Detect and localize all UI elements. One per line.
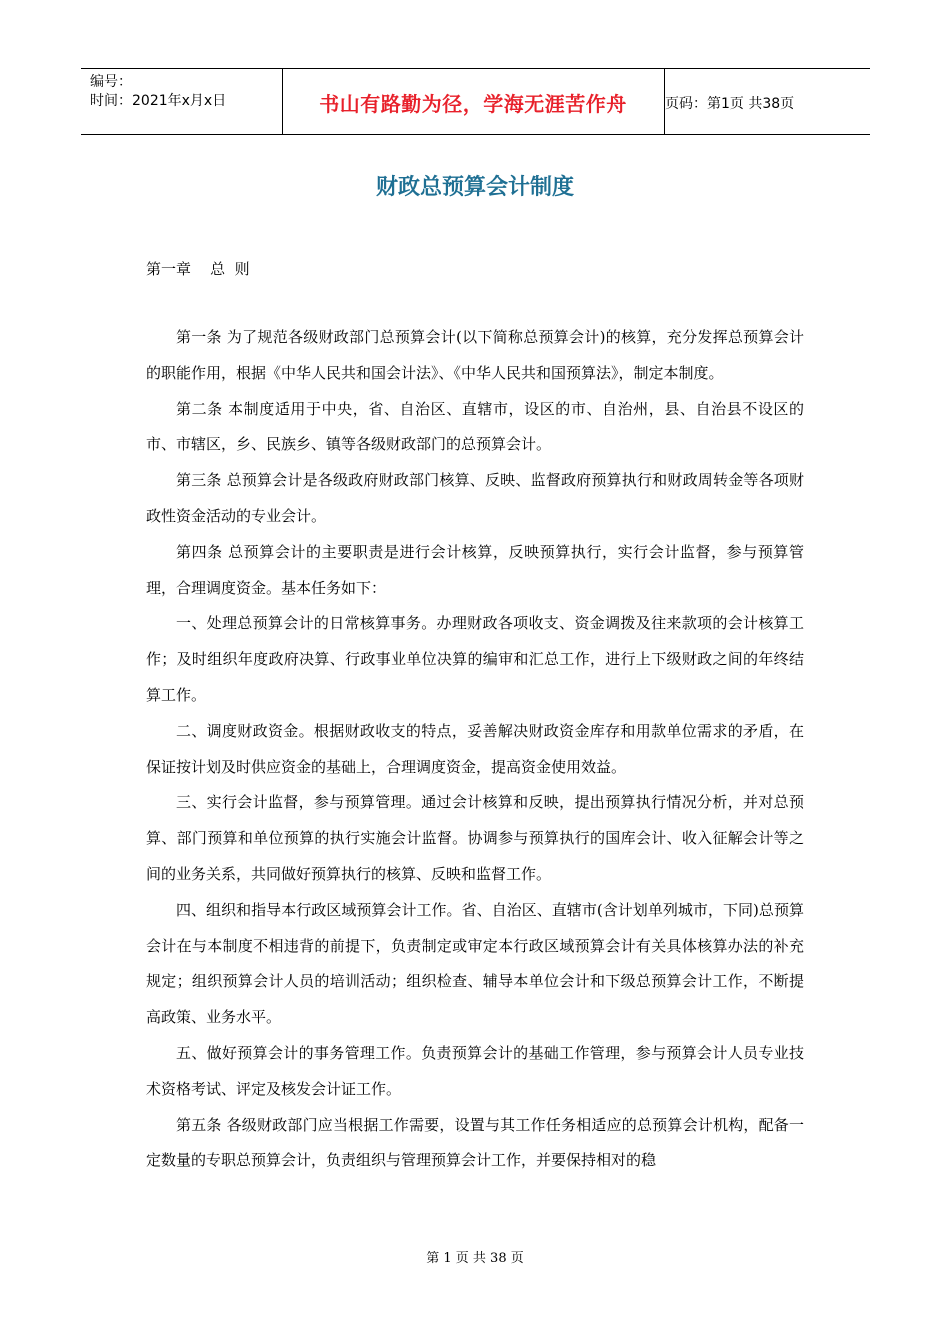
page-footer: 第 1 页 共 38 页 — [426, 1251, 524, 1266]
chapter-heading: 第一章 总 则 — [146, 260, 250, 278]
header-motto: 书山有路勤为径，学海无涯苦作舟 — [319, 92, 627, 116]
document-body — [146, 320, 804, 1179]
paragraph: 四、组织和指导本行政区域预算会计工作。省、自治区、直辖市(含计划单列城市，下同)总预算会计在与本制度不相违背的前提下，负责制定或审定本行政区域预算会计有关具体核算办法的补充规定；组织预算会计人员的培训活动；组织检查、辅导本单位会计和下级总预算会计工作，不断提高政策、业务水平。 — [146, 900, 804, 1027]
paragraph: 第一条 为了规范各级财政部门总预算会计(以下简称总预算会计)的核算，充分发挥总预算会计的职能作用，根据《中华人民共和国会计法》、《中华人民共和国预算法》，制定本制度。 — [146, 328, 804, 382]
document-title: 财政总预算会计制度 — [375, 175, 574, 200]
number-label: 编号： — [90, 74, 132, 90]
paragraph: 一、处理总预算会计的日常核算事务。办理财政各项收支、资金调拨及往来款项的会计核算工作；及时组织年度政府决算、行政事业单位决算的编审和汇总工作，进行上下级财政之间的年终结算工作。 — [146, 614, 804, 704]
paragraph: 三、实行会计监督，参与预算管理。通过会计核算和反映，提出预算执行情况分析，并对总预算、部门预算和单位预算的执行实施会计监督。协调参与预算执行的国库会计、收入征解会计等之间的业务关系，共同做好预算执行的核算、反映和监督工作。 — [146, 793, 804, 883]
paragraph: 第三条 总预算会计是各级政府财政部门核算、反映、监督政府预算执行和财政周转金等各项财政性资金活动的专业会计。 — [146, 471, 804, 525]
paragraph: 第二条 本制度适用于中央，省、自治区、直辖市，设区的市、自治州，县、自治县不设区的市、市辖区，乡、民族乡、镇等各级财政部门的总预算会计。 — [146, 399, 804, 454]
header-table — [81, 68, 870, 135]
time-label: 时间：2021年x月x日 — [90, 93, 227, 109]
paragraph: 二、调度财政资金。根据财政收支的特点，妥善解决财政资金库存和用款单位需求的矛盾，在保证按计划及时供应资金的基础上，合理调度资金，提高资金使用效益。 — [146, 721, 804, 776]
paragraph: 第五条 各级财政部门应当根据工作需要，设置与其工作任务相适应的总预算会计机构，配备一定数量的专职总预算会计，负责组织与管理预算会计工作，并要保持相对的稳 — [146, 1115, 804, 1170]
header-page-info: 页码：第1页 共38页 — [665, 95, 795, 112]
paragraph: 第四条 总预算会计的主要职责是进行会计核算，反映预算执行，实行会计监督，参与预算管理，合理调度资金。基本任务如下： — [146, 542, 804, 597]
header-meta — [90, 73, 226, 111]
paragraph: 五、做好预算会计的事务管理工作。负责预算会计的基础工作管理，参与预算会计人员专业技术资格考试、评定及核发会计证工作。 — [146, 1043, 804, 1098]
